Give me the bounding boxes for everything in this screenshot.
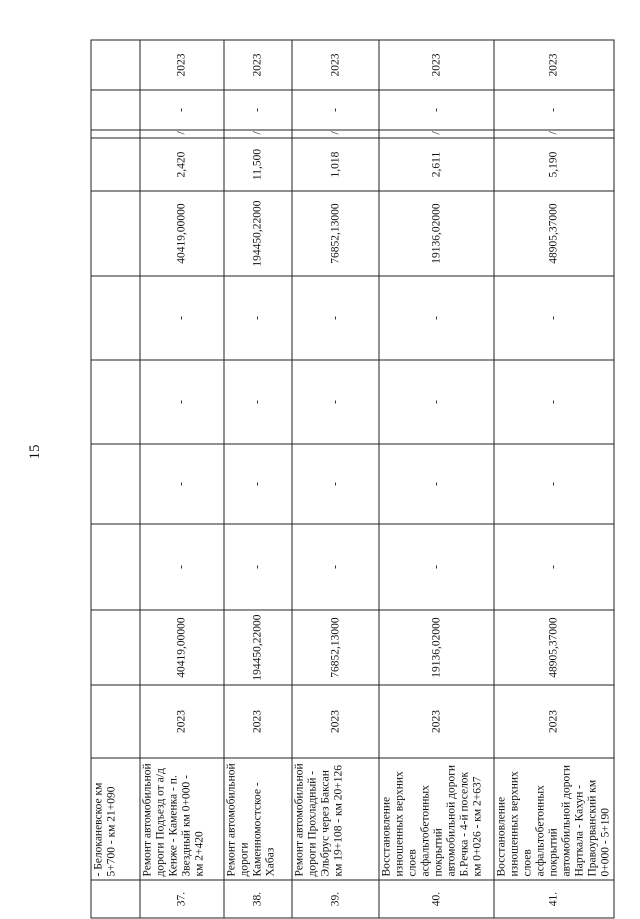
cell-c5: - bbox=[140, 524, 224, 610]
cell-c9: 19136,02000 bbox=[379, 191, 494, 276]
cell-c5: - bbox=[379, 524, 494, 610]
table-row bbox=[140, 40, 224, 918]
cell-num: 39. bbox=[292, 880, 379, 918]
cell-c7: - bbox=[292, 360, 379, 444]
table-row bbox=[379, 40, 494, 918]
table-row bbox=[494, 40, 614, 918]
cell-c9: 40419,00000 bbox=[140, 191, 224, 276]
cell-c8: - bbox=[292, 276, 379, 360]
cell-c5: - bbox=[292, 524, 379, 610]
cell-length: 2,420 bbox=[140, 138, 224, 191]
cell-description: Ремонт автомобильной дороги Подъезд от а/д Кенже - Каменка - п. Звездный км 0+000 - км 2+420 bbox=[140, 758, 224, 880]
cell-c12: - bbox=[379, 90, 494, 130]
cell-c12: - bbox=[292, 90, 379, 130]
cell-c9: 48905,37000 bbox=[494, 191, 614, 276]
cell-c8: - bbox=[224, 276, 292, 360]
cell-year: 2023 bbox=[494, 685, 614, 758]
cell-c13: 2023 bbox=[292, 40, 379, 90]
cell-c11: / bbox=[494, 130, 614, 138]
table-row bbox=[224, 40, 292, 918]
cell-length: 1,018 bbox=[292, 138, 379, 191]
cell-num: 41. bbox=[494, 880, 614, 918]
table-row-continuation bbox=[91, 40, 140, 918]
cell-c5: - bbox=[224, 524, 292, 610]
cell-length: 2,611 bbox=[379, 138, 494, 191]
cell-description: Восстановление изношенных верхних слоев асфальтобетонных покрытий автомобильной дороги Б.Речка - 4-й поселок км 0+026 - км 2+637 bbox=[379, 758, 494, 880]
cell-c13: 2023 bbox=[494, 40, 614, 90]
cell-total: 48905,37000 bbox=[494, 610, 614, 685]
cell-c9: 76852,13000 bbox=[292, 191, 379, 276]
cell-c12: - bbox=[140, 90, 224, 130]
cell-c6: - bbox=[140, 444, 224, 524]
cell-c7: - bbox=[379, 360, 494, 444]
cell-c8: - bbox=[379, 276, 494, 360]
works-table bbox=[91, 40, 615, 919]
cell-year: 2023 bbox=[292, 685, 379, 758]
cell-c12: - bbox=[494, 90, 614, 130]
cell-c7: - bbox=[140, 360, 224, 444]
cell-c11: / bbox=[140, 130, 224, 138]
cell-c8: - bbox=[140, 276, 224, 360]
cell-total: 19136,02000 bbox=[379, 610, 494, 685]
cell-c5: - bbox=[494, 524, 614, 610]
cell-c6: - bbox=[379, 444, 494, 524]
cell-total: 76852,13000 bbox=[292, 610, 379, 685]
cell-c13: 2023 bbox=[140, 40, 224, 90]
cell-c9: 194450,22000 bbox=[224, 191, 292, 276]
cell-num: 37. bbox=[140, 880, 224, 918]
cell-num bbox=[91, 880, 140, 918]
cell-year: 2023 bbox=[140, 685, 224, 758]
cell-description: - Белоканевское км 5+700 - км 21+090 bbox=[91, 758, 140, 880]
cell-c13: 2023 bbox=[379, 40, 494, 90]
cell-length: 5,190 bbox=[494, 138, 614, 191]
cell-c13: 2023 bbox=[224, 40, 292, 90]
cell-description: Ремонт автомобильной дороги Каменномостское - Хабаз bbox=[224, 758, 292, 880]
cell-year: 2023 bbox=[379, 685, 494, 758]
cell-description: Восстановление изношенных верхних слоев асфальтобетонных покрытий автомобильной дороги Нарткала - Кахун - Правоурванский км 0+000 - 5+190 bbox=[494, 758, 614, 880]
cell-total: 40419,00000 bbox=[140, 610, 224, 685]
cell-c8: - bbox=[494, 276, 614, 360]
cell-c7: - bbox=[224, 360, 292, 444]
cell-num: 38. bbox=[224, 880, 292, 918]
cell-c7: - bbox=[494, 360, 614, 444]
cell-c6: - bbox=[292, 444, 379, 524]
page-number: 15 bbox=[27, 444, 43, 460]
cell-num: 40. bbox=[379, 880, 494, 918]
cell-year: 2023 bbox=[224, 685, 292, 758]
cell-c11: / bbox=[224, 130, 292, 138]
cell-length: 11,500 bbox=[224, 138, 292, 191]
cell-description: Ремонт автомобильной дороги Прохладный - Эльбрус через Баксан км 19+108 - км 20+126 bbox=[292, 758, 379, 880]
cell-c11: / bbox=[292, 130, 379, 138]
cell-c6: - bbox=[494, 444, 614, 524]
cell-total: 194450,22000 bbox=[224, 610, 292, 685]
cell-c11: / bbox=[379, 130, 494, 138]
cell-c12: - bbox=[224, 90, 292, 130]
cell-c6: - bbox=[224, 444, 292, 524]
table-row bbox=[292, 40, 379, 918]
